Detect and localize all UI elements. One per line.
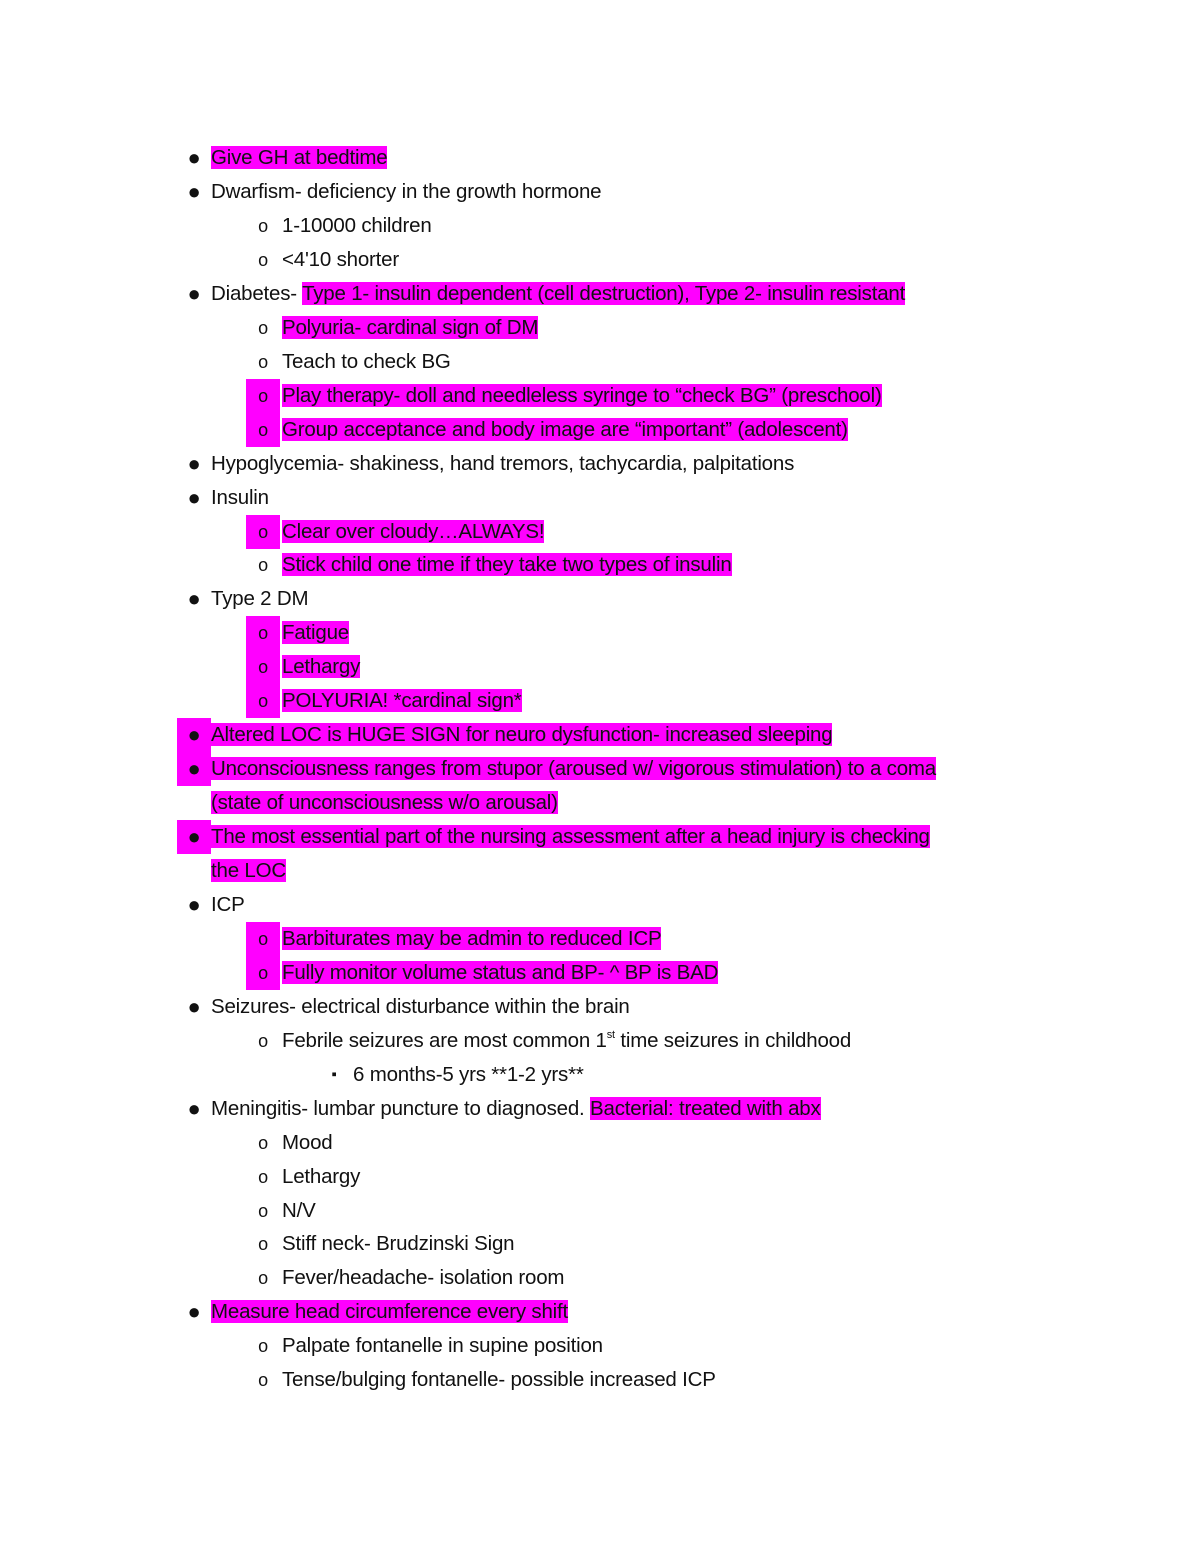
list-bullet-icon: o	[258, 317, 268, 338]
highlighted-text: Give GH at bedtime	[211, 146, 388, 169]
list-bullet-icon: o	[258, 215, 268, 236]
list-bullet-icon: o	[258, 249, 268, 270]
list-item	[258, 209, 432, 243]
list-bullet-icon: o	[258, 1268, 268, 1289]
list-bullet-icon: o	[246, 650, 280, 684]
highlighted-text: Type 1- insulin dependent (cell destruction), Type 2- insulin resistant	[302, 281, 906, 305]
text-segment: Stiff neck- Brudzinski Sign	[282, 1232, 515, 1256]
list-item	[258, 956, 719, 990]
list-item	[187, 277, 906, 311]
highlighted-text: POLYURIA! *cardinal sign*	[282, 689, 522, 713]
list-item	[187, 990, 630, 1024]
list-bullet-icon: ●	[187, 993, 201, 1019]
list-item	[258, 1329, 603, 1363]
list-item	[258, 379, 882, 413]
text-segment: 1-10000 children	[282, 213, 432, 237]
list-bullet-icon: o	[258, 1234, 268, 1255]
list-item	[258, 1160, 361, 1194]
list-bullet-icon: ●	[177, 718, 211, 752]
list-bullet-icon: ●	[187, 178, 201, 204]
highlighted-text: Group acceptance and body image are “important” (adolescent)	[282, 417, 848, 441]
list-bullet-icon: o	[246, 922, 280, 956]
text-segment: Mood	[282, 1130, 333, 1154]
text-segment: Tense/bulging fontanelle- possible increased ICP	[282, 1368, 716, 1392]
highlighted-text: the LOC	[211, 859, 286, 882]
list-item	[258, 922, 662, 956]
list-item	[187, 752, 937, 786]
list-item	[258, 243, 399, 277]
list-bullet-icon: ●	[187, 450, 201, 476]
list-bullet-icon: o	[258, 1166, 268, 1187]
list-bullet-icon: o	[258, 1336, 268, 1357]
highlighted-text: Measure head circumference every shift	[211, 1300, 569, 1324]
list-item	[187, 1295, 569, 1329]
list-bullet-icon: ▪	[331, 1065, 337, 1083]
list-bullet-icon: o	[246, 515, 280, 549]
highlighted-text: Fatigue	[282, 621, 349, 645]
text-segment: N/V	[282, 1198, 316, 1222]
list-bullet-icon: o	[258, 1030, 268, 1051]
text-segment: Meningitis- lumbar puncture to diagnosed.	[211, 1096, 591, 1120]
list-bullet-icon: ●	[187, 280, 201, 306]
list-bullet-icon: o	[246, 379, 280, 413]
list-bullet-icon: o	[258, 1370, 268, 1391]
highlighted-text: Fully monitor volume status and BP- ^ BP is BAD	[282, 960, 719, 984]
list-bullet-icon: ●	[187, 1095, 201, 1121]
list-item	[258, 311, 539, 345]
list-item	[258, 413, 848, 447]
list-item	[187, 820, 930, 854]
list-item	[331, 1058, 584, 1092]
list-item	[258, 1227, 515, 1261]
text-segment: Seizures- electrical disturbance within the brain	[211, 994, 630, 1018]
list-bullet-icon: ●	[187, 145, 201, 170]
list-item	[187, 447, 795, 481]
list-bullet-icon: o	[246, 616, 280, 650]
list-bullet-icon: o	[246, 413, 280, 447]
highlighted-text: Lethargy	[282, 655, 361, 679]
list-item	[258, 548, 732, 582]
highlighted-text: Bacterial: treated with abx	[590, 1096, 821, 1120]
list-bullet-icon: o	[258, 555, 268, 576]
text-segment: Type 2 DM	[211, 587, 309, 611]
list-item	[211, 854, 286, 888]
list-bullet-icon: ●	[187, 1299, 201, 1325]
list-item	[187, 175, 602, 209]
highlighted-text: The most essential part of the nursing assessment after a head injury is checking	[211, 825, 930, 848]
list-bullet-icon: ●	[187, 891, 201, 917]
list-bullet-icon: o	[258, 1200, 268, 1221]
list-item	[187, 888, 245, 922]
list-bullet-icon: o	[246, 684, 280, 718]
text-segment: Lethargy	[282, 1164, 361, 1188]
text-segment: Hypoglycemia- shakiness, hand tremors, tachycardia, palpitations	[211, 451, 795, 475]
list-bullet-icon: o	[246, 956, 280, 990]
list-item	[258, 684, 522, 718]
highlighted-text: (state of unconsciousness w/o arousal)	[211, 791, 558, 815]
highlighted-text: Play therapy- doll and needleless syringe to “check BG” (preschool)	[282, 383, 882, 407]
highlighted-text: Stick child one time if they take two types of insulin	[282, 553, 732, 577]
list-item	[187, 141, 388, 175]
list-item	[211, 786, 558, 820]
list-bullet-icon: o	[258, 351, 268, 372]
text-segment: time seizures in childhood	[614, 1028, 852, 1052]
highlighted-text: Clear over cloudy…ALWAYS!	[282, 519, 545, 543]
list-item	[187, 582, 309, 616]
text-segment: Palpate fontanelle in supine position	[282, 1334, 603, 1358]
list-item	[258, 1126, 333, 1160]
list-bullet-icon: ●	[187, 484, 201, 510]
list-item	[258, 1261, 565, 1295]
list-item	[187, 481, 269, 515]
text-segment: Diabetes-	[211, 281, 303, 305]
list-item	[258, 515, 545, 549]
list-item	[187, 718, 833, 752]
text-segment: Teach to check BG	[282, 349, 451, 373]
list-bullet-icon: ●	[187, 586, 201, 612]
list-item	[258, 1363, 716, 1397]
list-item	[258, 1194, 316, 1228]
list-bullet-icon: ●	[177, 820, 211, 854]
list-bullet-icon: ●	[177, 752, 211, 786]
list-item	[258, 650, 361, 684]
text-segment: Insulin	[211, 485, 269, 509]
highlighted-text: Altered LOC is HUGE SIGN for neuro dysfunction- increased sleeping	[211, 723, 833, 747]
list-item	[258, 345, 451, 379]
text-segment: <4'10 shorter	[282, 247, 399, 271]
highlighted-text: Unconsciousness ranges from stupor (aroused w/ vigorous stimulation) to a coma	[211, 757, 937, 781]
text-segment: Dwarfism- deficiency in the growth hormone	[211, 179, 602, 203]
list-item	[187, 1092, 821, 1126]
list-item	[258, 1024, 852, 1058]
highlighted-text: Polyuria- cardinal sign of DM	[282, 315, 539, 339]
highlighted-text: Barbiturates may be admin to reduced ICP	[282, 926, 662, 950]
list-bullet-icon: o	[258, 1132, 268, 1153]
text-segment: ICP	[211, 892, 245, 916]
text-segment: st	[606, 1028, 615, 1041]
list-item	[258, 616, 349, 650]
text-segment: Febrile seizures are most common 1	[282, 1028, 607, 1052]
text-segment: 6 months-5 yrs **1-2 yrs**	[353, 1062, 584, 1086]
text-segment: Fever/headache- isolation room	[282, 1266, 565, 1290]
